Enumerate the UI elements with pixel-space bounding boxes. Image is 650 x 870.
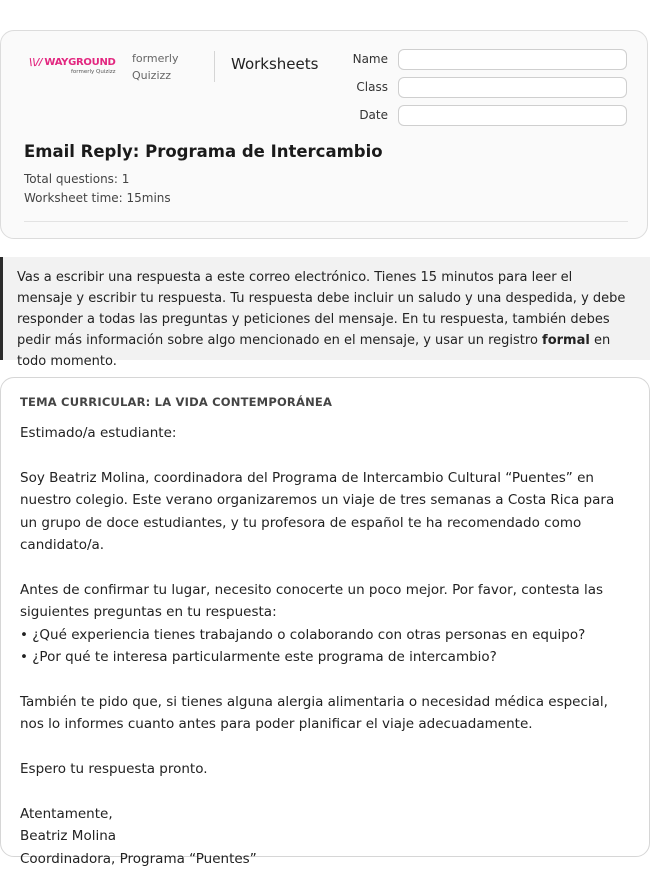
formerly-quizizz-text: formerly Quizizz xyxy=(132,52,179,82)
total-questions: Total questions: 1 xyxy=(24,172,130,186)
instructions-block xyxy=(0,257,650,369)
curricular-topic: TEMA CURRICULAR: LA VIDA CONTEMPORÁNEA xyxy=(20,395,333,409)
logo-brand-text: WAYGROUND xyxy=(44,56,116,68)
class-label: Class xyxy=(356,80,388,94)
email-paragraph-2: Antes de confirmar tu lugar, necesito conocerte un poco mejor. Por favor, contesta las siguientes preguntas en tu respuesta: xyxy=(20,581,604,621)
email-question-2: • ¿Por qué te interesa particularmente este programa de intercambio? xyxy=(20,649,497,666)
name-label: Name xyxy=(352,52,388,66)
email-question-1: • ¿Qué experiencia tienes trabajando o colaborando con otras personas en equipo? xyxy=(20,626,586,643)
email-signature-name: Beatriz Molina xyxy=(20,828,117,845)
instructions-text: Vas a escribir una respuesta a este correo electrónico. Tienes 15 minutos para leer el mensaje y escribir tu respuesta. Tu respuesta debe incluir un saludo y una despedida, y debe responder a todas las preguntas y peticiones del mensaje. En tu respuesta, también debes pedir más información sobre algo mencionado en el mensaje, y usar un registro xyxy=(17,270,626,348)
email-greeting: Estimado/a estudiante: xyxy=(20,425,177,441)
worksheets-label: Worksheets xyxy=(231,55,319,73)
header-divider xyxy=(214,51,215,82)
worksheet-header xyxy=(0,30,648,239)
email-closing: Atentamente, xyxy=(20,805,113,822)
name-field[interactable] xyxy=(398,49,627,70)
email-paragraph-3: También te pido que, si tienes alguna alergia alimentaria o necesidad médica especial, nos lo informes cuanto antes para poder planificar el viaje adecuadamente. xyxy=(20,693,608,733)
email-body xyxy=(20,422,635,870)
email-card xyxy=(0,377,650,867)
class-field[interactable] xyxy=(398,77,627,98)
logo-mark-icon: \\// xyxy=(29,56,43,68)
logo-subtext: formerly Quizizz xyxy=(71,69,116,75)
worksheet-title: Email Reply: Programa de Intercambio xyxy=(24,142,383,161)
date-label: Date xyxy=(359,108,388,122)
header-rule xyxy=(24,221,628,222)
worksheet-time: Worksheet time: 15mins xyxy=(24,191,171,205)
email-signature-title: Coordinadora, Programa “Puentes” xyxy=(20,850,257,867)
instructions-text-end: en todo momento. xyxy=(17,333,611,369)
date-field[interactable] xyxy=(398,105,627,126)
wayground-logo xyxy=(29,53,121,79)
email-paragraph-1: Soy Beatriz Molina, coordinadora del Programa de Intercambio Cultural “Puentes” en nuestro colegio. Este verano organizaremos un viaje de tres semanas a Costa Rica para un grupo de doce estudiantes, y tu profesora de español te ha recomendado como candidato/a. xyxy=(20,469,615,554)
email-paragraph-4: Espero tu respuesta pronto. xyxy=(20,761,208,778)
instructions-bold-word: formal xyxy=(542,333,590,348)
